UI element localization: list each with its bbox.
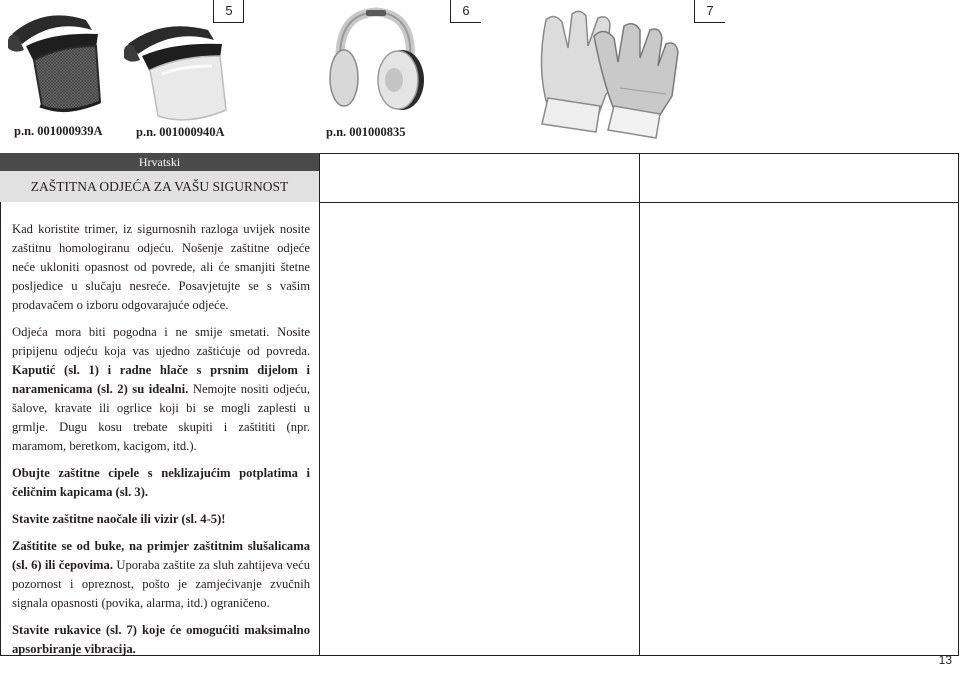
language-label: Hrvatski [0, 153, 319, 171]
gloves-icon [528, 8, 698, 140]
paragraph-goggles: Stavite zaštitne naočale ili vizir (sl. 4-5)! [12, 512, 226, 526]
paragraph-hearing [12, 537, 310, 613]
figure-5-divider [243, 0, 244, 22]
hearing-text-bold: Zaštitite se od buke, na primjer zaštitnim slušalicama (sl. 6) ili čepovima. [12, 539, 310, 572]
clothing-text-b: Nemojte nositi odjeću, šalove, kravate ili ogrlice koji bi se mogli zaplesti u grmlje. Dugu kosu trebate skupiti i zaštititi (npr. maramom, beretkom, kacigom, itd.). [12, 382, 311, 453]
paragraph-gloves: Stavite rukavice (sl. 7) koje će omogućiti maksimalno apsorbiranje vibracija. [12, 623, 310, 656]
left-border [0, 153, 1, 655]
body-text [12, 220, 310, 667]
mesh-visor-icon [4, 6, 104, 116]
page-number: 13 [938, 653, 952, 667]
column-divider-2 [639, 153, 640, 655]
figure-number-6: 6 [450, 0, 481, 23]
paragraph-clothing [12, 323, 310, 456]
ear-muffs-icon [318, 8, 428, 116]
part-number-clear-visor: p.n. 001000940A [136, 125, 225, 139]
figure-number-5: 5 [213, 0, 244, 23]
clothing-text-bold: Kaputić (sl. 1) i radne hlače s prsnim dijelom i naramenicama (sl. 2) su idealni. [12, 363, 310, 396]
paragraph-shoes: Obujte zaštitne cipele s neklizajućim potplatima i čeličnim kapicama (sl. 3). [12, 466, 310, 499]
right-border [958, 153, 959, 655]
column-divider-1 [319, 153, 320, 655]
part-number-mesh-visor: p.n. 001000939A [14, 124, 103, 138]
hearing-text: Uporaba zaštite za sluh zahtijeva veću pozornost i opreznost, pošto je zamjećivanje zvučnih signala opasnosti (povika, alarma, itd.) ograničeno. [12, 558, 310, 610]
clear-visor-icon [122, 14, 232, 124]
part-number-ear-muffs: p.n. 001000835 [326, 125, 406, 139]
clothing-text-a: Odjeća mora biti pogodna i ne smije smetati. Nosite pripijenu odjeću koja vas ujedno zaštićuje od povreda. [12, 325, 310, 358]
figure-number-7: 7 [694, 0, 725, 23]
section-title: ZAŠTITNA ODJEĆA ZA VAŠU SIGURNOST [0, 171, 319, 202]
paragraph-intro: Kad koristite trimer, iz sigurnosnih razloga uvijek nosite zaštitnu homologiranu odjeću. Nošenje zaštitne odjeće neće ukloniti opasnost od povrede, ali će smanjiti štetne posljedice u slučaju nesreće. Posavjetujte se s vašim prodavačem o izboru odgovarajuće odjeće. [12, 222, 310, 312]
